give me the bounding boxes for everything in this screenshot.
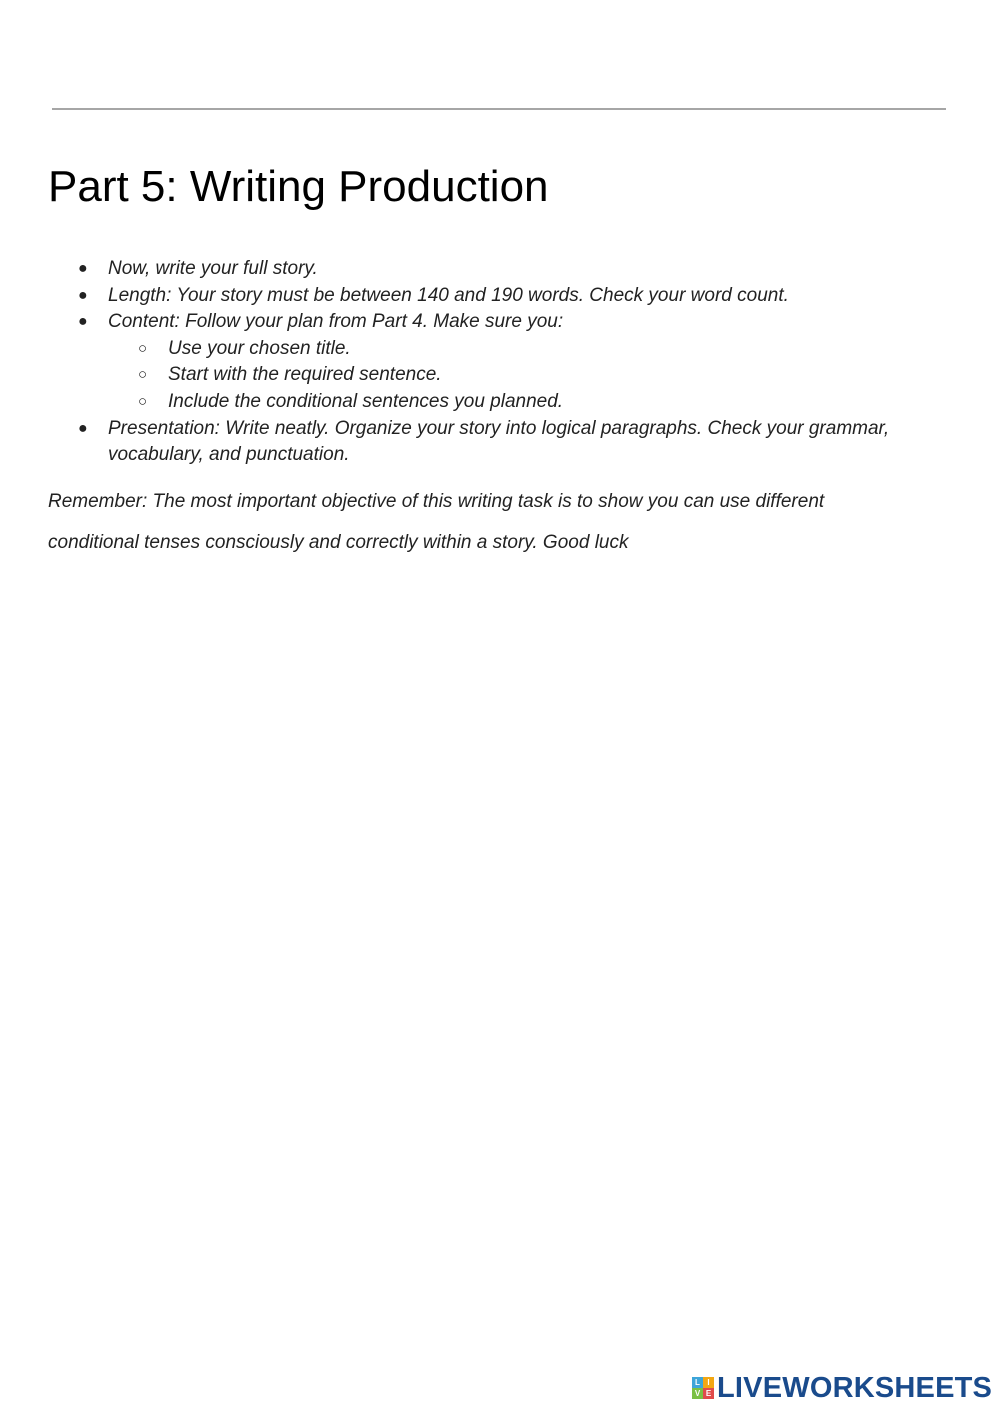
instruction-text: Length: Your story must be between 140 and 190 words. Check your word count. bbox=[108, 284, 789, 306]
bullet-dot-icon: ● bbox=[78, 260, 88, 277]
instruction-item bbox=[48, 309, 948, 415]
instruction-text: Content: Follow your plan from Part 4. Make sure you: bbox=[108, 311, 564, 333]
instruction-list bbox=[48, 256, 948, 469]
instruction-text: Presentation: Write neatly. Organize your story into logical paragraphs. Check your grammar, vocabulary, and punctuation. bbox=[108, 417, 890, 466]
instruction-item bbox=[48, 256, 948, 283]
logo-text: LIVEWORKSHEETS bbox=[717, 1372, 993, 1404]
content-sub-list bbox=[108, 336, 948, 416]
bullet-circle-icon: ○ bbox=[138, 339, 148, 357]
instruction-text: Now, write your full story. bbox=[108, 258, 318, 279]
logo-mark-cell: V bbox=[692, 1388, 703, 1399]
top-divider bbox=[52, 108, 946, 110]
bullet-dot-icon: ● bbox=[78, 286, 88, 304]
logo-mark-cell: I bbox=[703, 1377, 714, 1388]
remember-note: Remember: The most important objective of this writing task is to show you can use different conditional tenses consciously and correctly within a story. Good luck bbox=[48, 491, 825, 553]
sub-instruction-item bbox=[108, 362, 948, 389]
logo-mark-icon bbox=[692, 1377, 714, 1399]
sub-instruction-text: Start with the required sentence. bbox=[168, 364, 442, 386]
page-title: Part 5: Writing Production bbox=[48, 162, 549, 211]
liveworksheets-logo bbox=[692, 1372, 992, 1404]
sub-instruction-text: Include the conditional sentences you planned. bbox=[168, 390, 564, 412]
instruction-item bbox=[48, 416, 948, 469]
logo-mark-cell: L bbox=[692, 1377, 703, 1388]
logo-mark-cell: E bbox=[703, 1388, 714, 1399]
sub-instruction-item bbox=[108, 389, 948, 416]
bullet-circle-icon: ○ bbox=[138, 392, 148, 410]
bullet-dot-icon: ● bbox=[78, 419, 88, 437]
instruction-item bbox=[48, 283, 948, 310]
sub-instruction-item bbox=[108, 336, 948, 363]
bullet-dot-icon: ● bbox=[78, 313, 88, 331]
sub-instruction-text: Use your chosen title. bbox=[168, 337, 351, 359]
bullet-circle-icon: ○ bbox=[138, 366, 148, 384]
